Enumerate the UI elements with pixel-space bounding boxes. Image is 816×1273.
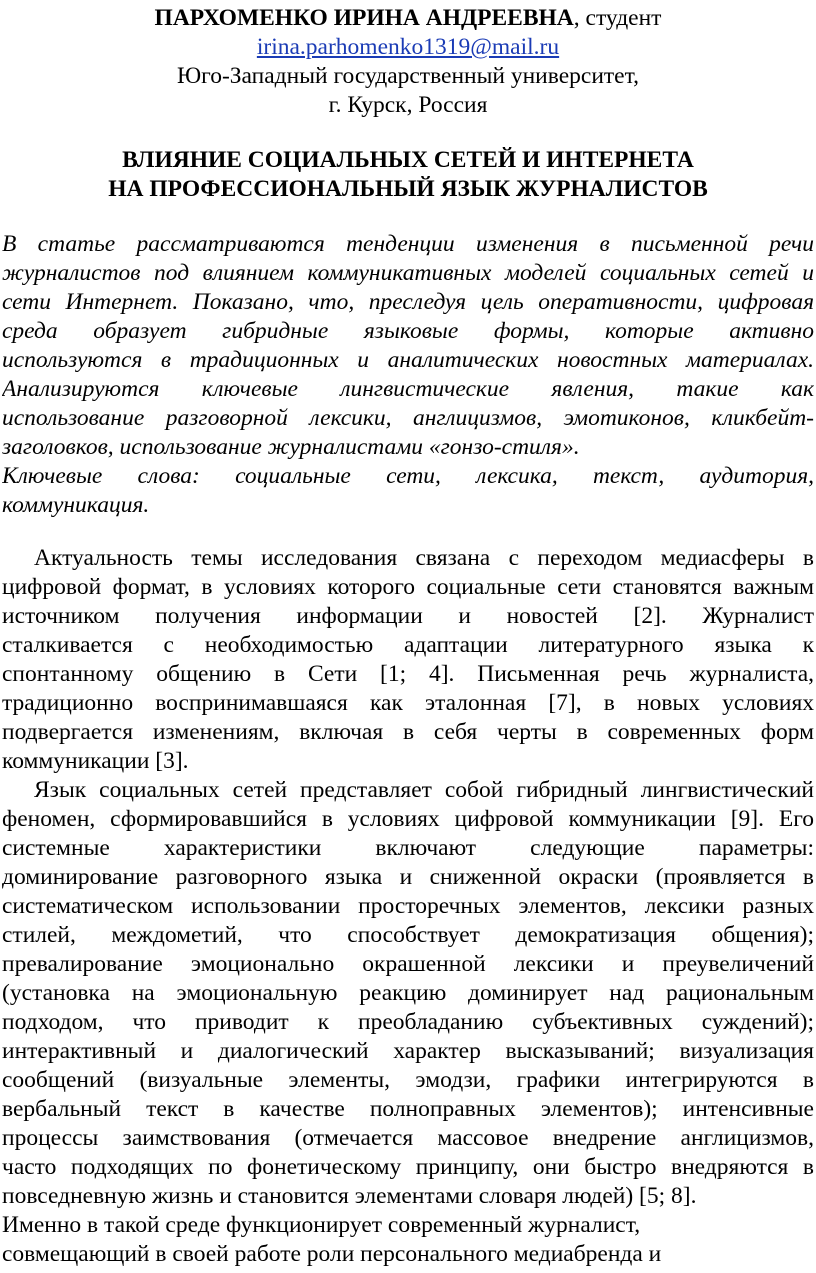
paragraph-line: коммуникации [3].	[2, 748, 189, 774]
body-text	[2, 544, 814, 1269]
paragraph-line: традиционно воспринимавшаяся как эталонная [7], в новых условиях	[2, 690, 814, 716]
author-name: ПАРХОМЕНКО ИРИНА АНДРЕЕВНА	[154, 5, 574, 31]
paragraph-line: превалирование эмоционально окрашенной лексики и преувеличений	[2, 951, 814, 977]
article-title-line-1: ВЛИЯНИЕ СОЦИАЛЬНЫХ СЕТЕЙ И ИНТЕРНЕТА	[122, 147, 694, 173]
paragraph-line: повседневную жизнь и становится элементами словаря людей) [5; 8].	[2, 1183, 697, 1209]
paragraph-line: сообщений (визуальные элементы, эмодзи, графики интегрируются в	[2, 1067, 814, 1093]
paragraph-line: сталкивается с необходимостью адаптации литературного языка к	[2, 632, 814, 658]
paragraph-line: системные характеристики включают следующие параметры:	[2, 835, 814, 861]
paragraph-line: источником получения информации и новостей [2]. Журналист	[2, 603, 814, 629]
author-email-link[interactable]: irina.parhomenko1319@mail.ru	[256, 34, 560, 60]
paragraph-3	[2, 1211, 814, 1269]
article-title-line-2: НА ПРОФЕССИОНАЛЬНЫЙ ЯЗЫК ЖУРНАЛИСТОВ	[108, 176, 708, 202]
author-header	[2, 4, 814, 120]
paragraph-line: стилей, междометий, что способствует демократизация общения);	[2, 922, 814, 948]
abstract-line: использование разговорной лексики, англицизмов, эмотиконов, кликбейт-	[2, 405, 814, 431]
paragraph-line: цифровой формат, в условиях которого социальные сети становятся важным	[2, 574, 814, 600]
author-role: , студент	[573, 5, 662, 31]
paragraph-line: подвергается изменениям, включая в себя черты в современных форм	[2, 719, 814, 745]
abstract-line: Анализируются ключевые лингвистические явления, такие как	[2, 376, 814, 402]
keywords-line: Ключевые слова: социальные сети, лексика, текст, аудитория,	[2, 463, 814, 489]
paragraph-1	[2, 544, 814, 776]
paragraph-line: спонтанному общению в Сети [1; 4]. Письменная речь журналиста,	[2, 661, 814, 687]
author-email-line	[2, 33, 814, 62]
abstract-line: сети Интернет. Показано, что, преследуя цель оперативности, цифровая	[2, 289, 814, 315]
abstract-line: журналистов под влиянием коммуникативных моделей социальных сетей и	[2, 260, 814, 286]
paragraph-line: совмещающий в своей работе роли персонального медиабренда и	[2, 1241, 662, 1267]
paragraph-line: доминирование разговорного языка и сниженной окраски (проявляется в	[2, 864, 814, 890]
paragraph-line: (установка на эмоциональную реакцию доминирует над рациональным	[2, 980, 814, 1006]
paragraph-line: Именно в такой среде функционирует современный журналист,	[2, 1212, 641, 1238]
paragraph-line: Актуальность темы исследования связана с переходом медиасферы в	[34, 545, 814, 571]
paragraph-line: феномен, сформировавшийся в условиях цифровой коммуникации [9]. Его	[2, 806, 814, 832]
abstract-line: используются в традиционных и аналитических новостных материалах.	[2, 347, 814, 373]
paragraph-line: процессы заимствования (отмечается массовое внедрение англицизмов,	[2, 1125, 814, 1151]
article-title	[2, 146, 814, 204]
paragraph-line: подходом, что приводит к преобладанию субъективных суждений);	[2, 1009, 814, 1035]
abstract-line: среда образует гибридные языковые формы, которые активно	[2, 318, 814, 344]
paragraph-line: вербальный текст в качестве полноправных элементов); интенсивные	[2, 1096, 814, 1122]
author-line	[2, 4, 814, 33]
keywords-line: коммуникация.	[2, 492, 150, 518]
author-affiliation: Юго-Западный государственный университет,	[177, 63, 639, 89]
paragraph-line: интерактивный и диалогический характер высказываний; визуализация	[2, 1038, 814, 1064]
author-location: г. Курск, Россия	[328, 92, 488, 118]
paragraph-line: часто подходящих по фонетическому принципу, они быстро внедряются в	[2, 1154, 814, 1180]
abstract-line: заголовков, использование журналистами «гонзо-стиля».	[2, 434, 580, 460]
abstract-line: В статье рассматриваются тенденции изменения в письменной речи	[2, 231, 814, 257]
paragraph-2	[2, 776, 814, 1211]
abstract	[2, 230, 814, 520]
paragraph-line: Язык социальных сетей представляет собой гибридный лингвистический	[34, 777, 814, 803]
paragraph-line: систематическом использовании просторечных элементов, лексики разных	[2, 893, 814, 919]
